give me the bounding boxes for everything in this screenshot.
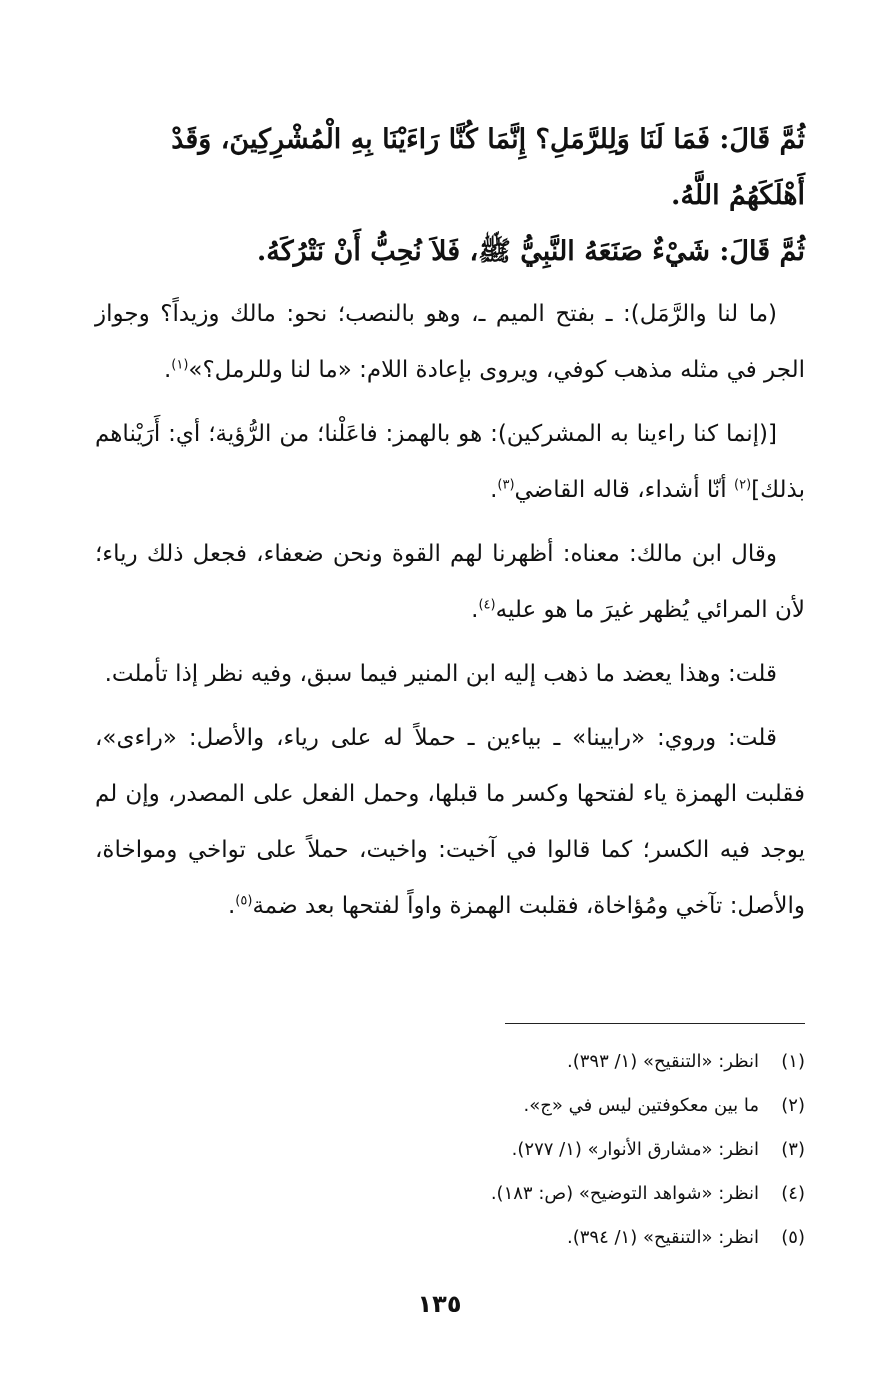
footnote-number: (٥) xyxy=(781,1227,805,1248)
footnote-ref: (٣) xyxy=(497,477,515,493)
footnote-ref: (١) xyxy=(171,357,189,373)
footnote-item xyxy=(95,1216,805,1260)
hadith-line-2: ثُمَّ قَالَ: شَيْءٌ صَنَعَهُ النَّبِيُّ ﷺ، فَلاَ نُحِبُّ أَنْ نَتْرُكَهُ. xyxy=(256,236,805,267)
footnote-ref: (٥) xyxy=(235,893,253,909)
hadith-line-1: ثُمَّ قَالَ: فَمَا لَنَا وَلِلرَّمَلِ؟ إِنَّمَا كُنَّا رَاءَيْنَا بِهِ الْمُشْرِكِينَ، وَقَدْ أَهْلَكَهُمُ اللَّهُ. xyxy=(171,124,805,211)
footnote-text: انظر: «مشارق الأنوار» (١/ ٢٧٧). xyxy=(511,1139,759,1160)
paragraph-tail: . xyxy=(471,597,479,623)
footnote-number: (٢) xyxy=(781,1095,805,1116)
page-body xyxy=(95,112,805,942)
footnote-ref: (٤) xyxy=(478,597,496,613)
footnote-number: (١) xyxy=(781,1051,805,1072)
footnote-item xyxy=(95,1172,805,1216)
page-number: ١٣٥ xyxy=(417,1290,462,1318)
paragraph-text: قلت: وروي: «رايينا» ـ بياءين ـ حملاً له على رياء، والأصل: «راءى»، فقلبت الهمزة ياء لفتحها وكسر ما قبلها، وحمل الفعل على المصدر، وإن لم يوجد فيه الكسر؛ كما قالوا في آخيت: واخيت، حملاً على تواخي ومواخاة، والأصل: تآخي ومُؤاخاة، فقلبت الهمزة واواً لفتحها بعد ضمة xyxy=(95,725,805,919)
footnote-item xyxy=(95,1040,805,1084)
commentary-paragraph-5 xyxy=(95,710,805,934)
footnote-text: انظر: «التنقيح» (١/ ٣٩٤). xyxy=(566,1227,759,1248)
footnotes xyxy=(95,1040,805,1260)
commentary-paragraph-4 xyxy=(95,646,805,702)
paragraph-tail: . xyxy=(227,893,236,919)
paragraph-text: (ما لنا والرَّمَل): ـ بفتح الميم ـ، وهو بالنصب؛ نحو: مالك وزيداً؟ وجواز الجر في مثله مذهب كوفي، ويروى بإعادة اللام: «ما لنا وللرمل؟» xyxy=(95,301,805,383)
paragraph-text-continued: أنّا أشداء، قاله القاضي xyxy=(514,477,735,503)
footnote-number: (٣) xyxy=(781,1139,805,1160)
footnote-separator xyxy=(505,1023,805,1024)
paragraph-text: وقال ابن مالك: معناه: أظهرنا لهم القوة ونحن ضعفاء، فجعل ذلك رياء؛ لأن المرائي يُظهر غيرَ ما هو عليه xyxy=(95,541,805,623)
footnote-text: ما بين معكوفتين ليس في «ج». xyxy=(523,1095,759,1116)
commentary-paragraph-2 xyxy=(95,406,805,518)
footnote-ref: (٢) xyxy=(734,477,752,493)
commentary-paragraph-1 xyxy=(95,286,805,398)
paragraph-text: قلت: وهذا يعضد ما ذهب إليه ابن المنير فيما سبق، وفيه نظر إذا تأملت. xyxy=(104,661,777,687)
commentary-paragraph-3 xyxy=(95,526,805,638)
footnote-item xyxy=(95,1084,805,1128)
footnote-item xyxy=(95,1128,805,1172)
paragraph-text: [(إنما كنا راءينا به المشركين): هو بالهمز: فاعَلْنا؛ من الرُّؤية؛ أي: أَرَيْناهم بذلك] xyxy=(95,421,805,503)
footnote-text: انظر: «التنقيح» (١/ ٣٩٣). xyxy=(566,1051,759,1072)
paragraph-tail: . xyxy=(490,477,498,503)
footnote-text: انظر: «شواهد التوضيح» (ص: ١٨٣). xyxy=(490,1183,759,1204)
paragraph-tail: . xyxy=(163,357,172,383)
footnote-number: (٤) xyxy=(781,1183,805,1204)
